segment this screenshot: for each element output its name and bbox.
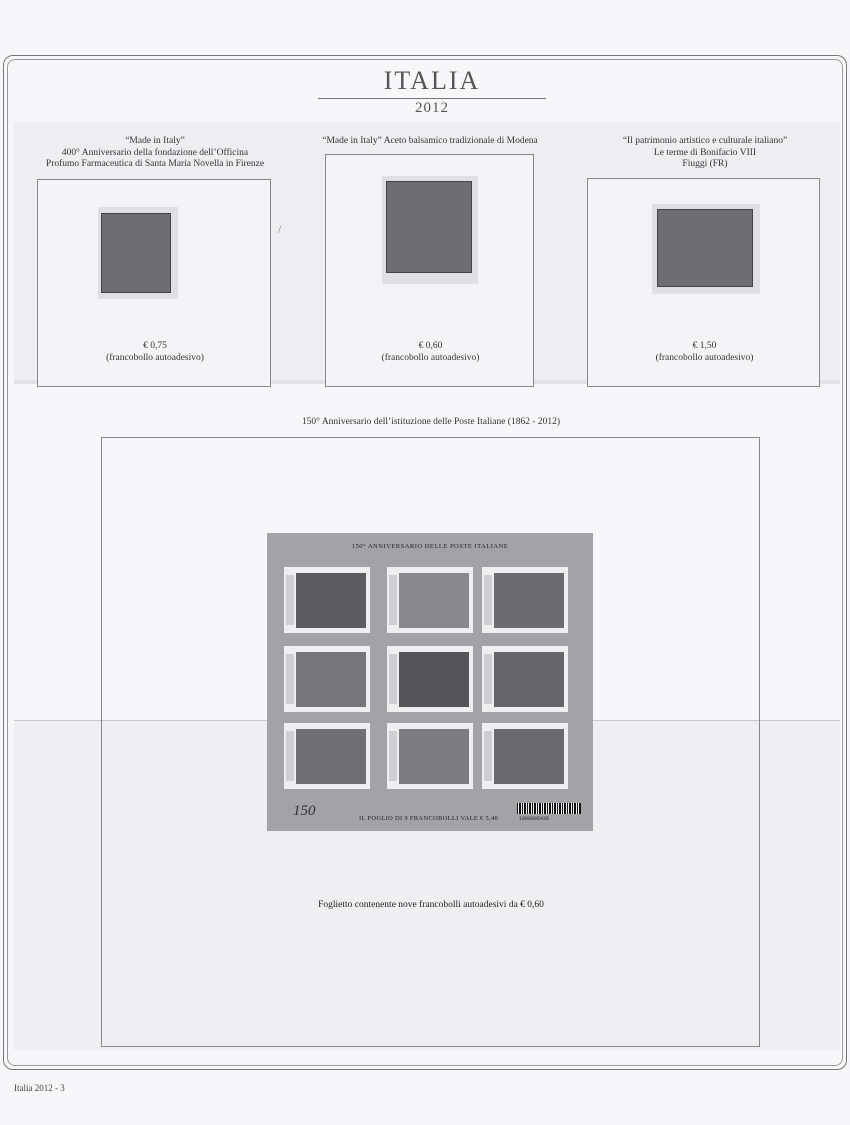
stamp-3-price: € 1,50 bbox=[692, 341, 717, 351]
sheet-stamp bbox=[482, 723, 568, 789]
barcode-number: 1000005436 bbox=[519, 816, 550, 822]
sheet-stamp bbox=[387, 646, 473, 712]
stamp-3-note: (francobollo autoadesivo) bbox=[655, 353, 754, 363]
page-title: ITALIA bbox=[383, 66, 481, 95]
stamp-2-image bbox=[386, 181, 472, 273]
stamp-1-price-block bbox=[38, 340, 272, 364]
stamp-3 bbox=[652, 204, 760, 294]
stamp-3-image bbox=[657, 209, 753, 287]
sheet-stamp-side bbox=[484, 654, 492, 704]
stamp-1-note: (francobollo autoadesivo) bbox=[106, 353, 204, 363]
sheet-stamp-photo bbox=[399, 652, 469, 707]
stamp-2-mount[interactable] bbox=[325, 154, 534, 387]
stamp-1-image bbox=[101, 213, 171, 293]
souvenir-sheet-caption: 150° Anniversario dell’istituzione delle Poste Italiane (1862 - 2012) bbox=[301, 417, 561, 427]
souvenir-sheet-header: 150° ANNIVERSARIO DELLE POSTE ITALIANE bbox=[351, 543, 509, 550]
sheet-stamp-side bbox=[286, 731, 294, 781]
sheet-stamp-side bbox=[389, 575, 397, 625]
sheet-stamp-side bbox=[389, 654, 397, 704]
stamp-1-caption-line: “Made in Italy” bbox=[125, 136, 185, 146]
sheet-stamp-photo bbox=[399, 729, 469, 784]
barcode-icon bbox=[517, 803, 581, 814]
stamp-2-price: € 0,60 bbox=[418, 341, 443, 351]
stamp-1-mount[interactable] bbox=[37, 179, 271, 387]
anniversary-logo: 150 bbox=[293, 803, 316, 819]
sheet-stamp-photo bbox=[494, 573, 564, 628]
page-footer-label: Italia 2012 - 3 bbox=[14, 1083, 65, 1093]
sheet-stamp-side bbox=[286, 654, 294, 704]
sheet-stamp bbox=[284, 567, 370, 633]
sheet-stamp bbox=[284, 723, 370, 789]
souvenir-sheet-description: Foglietto contenente nove francobolli autoadesivi da € 0,60 bbox=[318, 900, 544, 910]
sheet-stamp-side bbox=[484, 575, 492, 625]
stamp-3-mount[interactable] bbox=[587, 178, 820, 387]
sheet-stamp bbox=[284, 646, 370, 712]
stamp-3-caption-line: Fiuggi (FR) bbox=[682, 159, 728, 169]
page-year: 2012 bbox=[415, 100, 449, 116]
stamp-1-caption-line: 400° Anniversario della fondazione dell’Officina bbox=[61, 147, 249, 158]
stamp-2-note: (francobollo autoadesivo) bbox=[381, 353, 480, 363]
stamp-1-caption-line: Profumo Farmaceutica di Santa Maria Novella in Firenze bbox=[45, 159, 265, 169]
stamp-3-price-block bbox=[588, 340, 821, 364]
stamp-1 bbox=[98, 207, 178, 299]
stamp-1-caption bbox=[30, 136, 280, 171]
sheet-stamp-photo bbox=[494, 652, 564, 707]
stamp-3-caption-line: Le terme di Bonifacio VIII bbox=[653, 147, 757, 158]
title-divider bbox=[318, 98, 546, 99]
sheet-stamp-photo bbox=[296, 729, 366, 784]
sheet-stamp-side bbox=[484, 731, 492, 781]
stamp-2-caption-line: “Made in Italy” Aceto balsamico tradizionale di Modena bbox=[322, 136, 538, 146]
sheet-stamp-side bbox=[286, 575, 294, 625]
stamp-1-price: € 0,75 bbox=[143, 341, 167, 351]
stamp-3-caption bbox=[575, 136, 835, 171]
sheet-stamp-photo bbox=[399, 573, 469, 628]
sheet-stamp bbox=[482, 646, 568, 712]
souvenir-sheet-footer: IL FOGLIO DI 9 FRANCOBOLLI VALE € 5,40 bbox=[359, 815, 499, 822]
sheet-stamp-photo bbox=[494, 729, 564, 784]
stamp-2 bbox=[382, 176, 478, 284]
sheet-stamp-side bbox=[389, 731, 397, 781]
sheet-stamp bbox=[387, 723, 473, 789]
sheet-stamp-photo bbox=[296, 573, 366, 628]
stamp-2-caption bbox=[300, 136, 560, 148]
stamp-3-caption-line: “Il patrimonio artistico e culturale italiano” bbox=[622, 136, 788, 146]
souvenir-sheet bbox=[267, 533, 593, 831]
pencil-mark: / bbox=[278, 222, 282, 236]
sheet-stamp bbox=[482, 567, 568, 633]
stamp-2-price-block bbox=[326, 340, 535, 364]
sheet-stamp-photo bbox=[296, 652, 366, 707]
sheet-stamp bbox=[387, 567, 473, 633]
